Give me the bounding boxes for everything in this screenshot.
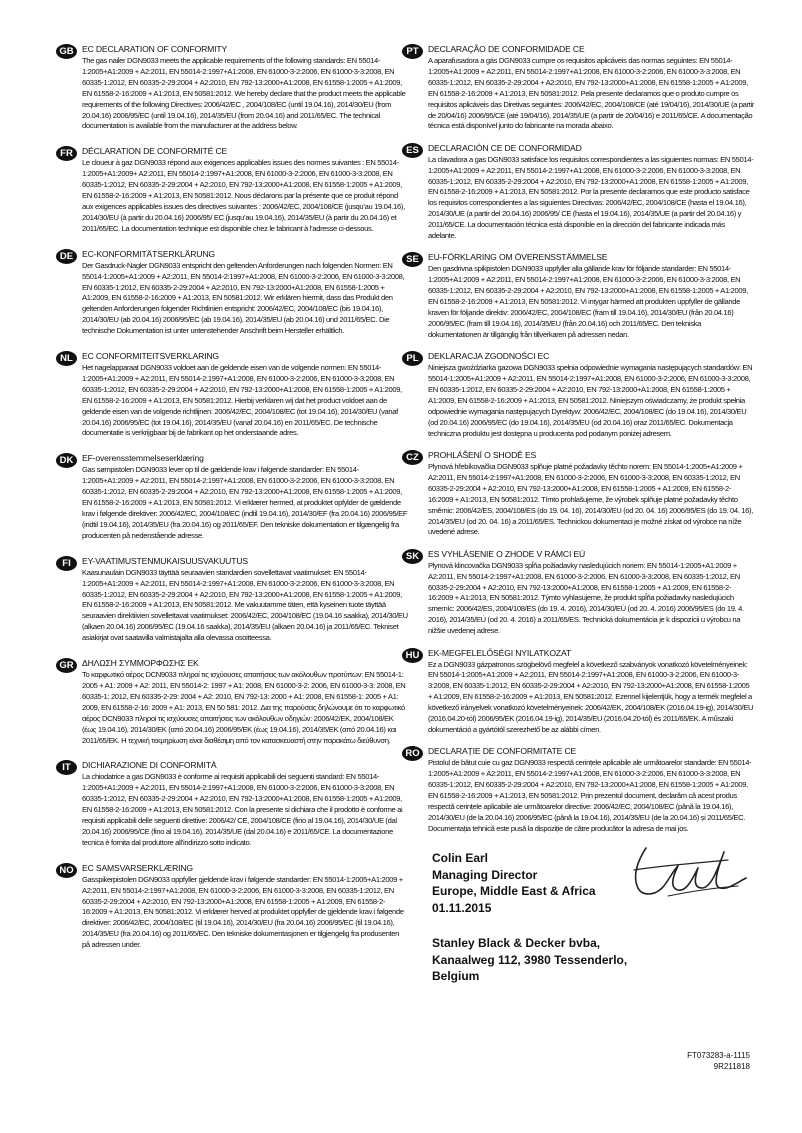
declaration-title: ES VYHLÁSENIE O ZHODE V RÁMCI EÚ xyxy=(428,548,586,559)
country-badge: PL xyxy=(402,351,423,366)
declaration-se xyxy=(402,252,754,340)
declaration-es xyxy=(402,143,754,242)
declaration-gr xyxy=(56,658,408,746)
footer xyxy=(687,1050,750,1072)
declaration-sk xyxy=(402,549,754,637)
declaration-title: EF-overensstemmelseserklæring xyxy=(82,453,204,464)
signatory-date: 01.11.2015 xyxy=(432,900,492,915)
declaration-it xyxy=(56,760,408,848)
declaration-title: DEKLARACJA ZGODNOŚCI EC xyxy=(428,351,550,362)
country-badge: FI xyxy=(56,556,77,571)
declaration-title: EC-KONFORMITÄTSERKLÄRUNG xyxy=(82,248,215,259)
declaration-title: PROHLÁŠENÍ O SHODĚ ES xyxy=(428,449,537,460)
declaration-cz xyxy=(402,450,754,538)
declaration-text: Kaasunaulain DGN9033 täyttää seuraavien standardien sovellettavat vaatimukset: EN 55014-1:2005+A1:2009 + A2:2011, EN 55014-2:1997+A1:2008, EN 61000-3-2:2006, EN 61000-3-3:2008, EN 60335-1:2012, EN 60335-2-29:2004 + A2:2010, EN 792-13:2000+A1:2008, EN 61558-1:2005 + A1:2009, EN 61558-2-16:2009 + A1:2013, EN 50581:2012. Me vakuutamme täten, että kyseinen tuote täyttää seuraavien direktiivien sovellettavat vaatimukset: 2006/42/EC, 2004/108/EC (19.04.16 saakka), 2014/30/EU (alkaen 20.04.16) 2006/95/EC (19.04.16 saakka), 2014/35/EU (alkaen 20.04.16) ja 2011/65/EC. Tekniset asiakirjat ovat saatavilla valmistajalta alla olevassa osoitteessa. xyxy=(82,567,408,643)
country-badge: NL xyxy=(56,351,77,366)
declaration-text: Ez a DGN9033 gázpatronos szögbelövő megfelel a következő szabványok vonatkozó követelményeinek: EN 55014-1:2005+A1:2009 + A2:2011, EN 55014-2:1997+A1:2008, EN 61000-3-2:2006, EN 61000-3-3:2008, EN 60335-1:2012, EN 60335-2-29:2004 + A2:2010, EN 792-13:2000+A1:2008, EN 61558-1:2005 + A1:2009, EN 61558-2-16:2009 + A1:2013, EN 50581:2012. Ezennel kijelentjük, hogy a termék megfelel a következő irányelvek vonatkozó követelményeinek: 2006/42/EK, 2004/108/EK (2016.04.19-ig), 2014/30/EU (2016.04.20-tól) 2006/95/EK (2016.04.19-ig), 2014/35/EU (2016.04.20-tól) és 2011/65/EK. A műszaki dokumentáció a gyártótól szerezhető be az alábbi címen. xyxy=(428,659,754,734)
declaration-title: EC DECLARATION OF CONFORMITY xyxy=(82,44,228,54)
country-badge: DE xyxy=(56,249,77,264)
declaration-text: Le cloueur à gaz DGN9033 répond aux exigences applicables issues des normes suivantes : EN 55014-1:2005+A1:2009+ A2:2011, EN 55014-2:1997+A1:2008, EN 61000-3-2:2006, EN 61000-3-3:2008, EN 60335-1:2012, EN 60335-2-29:2004 + A2:2010, EN 792-13:2000+A1:2008, EN 61558-1:2005 + A1:2009, EN 61558-2-16:2009 + A1:2013, EN 50581:2012. Nous déclarons par la présente que ce produit répond aux exigences applicables issues des directives suivantes : 2006/42/EC, 2004/108/CE (jusqu’au 19.04.16), 2014/30/EU (à partir du 20.04.16) 2006/95/ EC (jusqu’au 19.04.16), 2014/35/EU (à partir du 20.04.16) et 2011/65/EC. La documentation technique est disponible chez le fabricant à l’adresse ci-dessous. xyxy=(82,158,405,233)
country-badge: PT xyxy=(402,44,423,59)
street-address: Kanaalweg 112, 3980 Tessenderlo, xyxy=(432,952,628,967)
declaration-text: La clavadora a gas DGN9033 satisface los requisitos correspondientes a las siguientes normas: EN 55014-1:2005+A1:2009 + A2:2011, EN 55014-2:1997+A1:2008, EN 61000-3-2:2006, EN 61000-3-3:2008, EN 60335-1:2012, EN 60335-2-29:2004 + A2:2010, EN 792-13:2000+A1:2008, EN 61558-1:2005 + A1:2009, EN 61558-2-16:2009 + A1:2013, EN 50581:2012. Por la presente declaramos que este producto satisface los requisitos correspondientes a las siguientes Directivas: 2006/42/EC, 2004/108/CE (hasta el 19.04.16), 2014/30/UE (a partir del 20.04.16) 2006/95/ CE (hasta el 19.04.16), 2014/35/UE (a partir del 20.04.16) y 2011/65/CE. La documentación técnica está disponible en la dirección del fabricante indicada más adelante. xyxy=(428,154,754,241)
declaration-dk xyxy=(56,453,408,541)
declaration-title: DECLARAÇÃO DE CONFORMIDADE CE xyxy=(428,44,585,54)
declaration-text: Gasspikerpistolen DGN9033 oppfyller gjeldende krav i følgende standarder: EN 55014-1:2005+A1:2009 + A2:2011, EN 55014-2:1997+A1:2008, EN 61000-3-2:2006, EN 61000-3-3:2008, EN 60335-1:2012, EN 60335-2-29:2004 + A2:2010, EN 792-13:2000+A1:2008, EN 61558-1:2005 + A1:2009, EN 61558-2-16:2009 + A1:2013, EN 50581:2012. Vi erklærer herved at produktet oppfyller de gjeldende krav i følgende direktiver: 2006/42/EC, 2004/108/EC (til 19.04.16), 2014/30/EU (fra 20.04.16) 2006/95/EC (til 19.04.16), 2014/35/EU (fra 20.04.16) og 2011/65/EC. Den tekniske dokumentasjonen er tilgjengelig fra produsenten på adressen under. xyxy=(82,874,404,950)
declaration-text: Gas sømpistolen DGN9033 lever op til de gældende krav i følgende standarder: EN 55014-1:2005+A1:2009 + A2:2011, EN 55014-2:1997+A1:2008, EN 61000-3-2:2006, EN 61000-3-3:2008, EN 60335-1:2012, EN 60335-2-29:2004 + A2:2010, EN 792-13:2000+A1:2008, EN 61558-1:2005 + A1:2009, EN 61558-2-16:2009 + A1:2013, EN 50581:2012. Vi erklærer hermed, at produktet opfylder de gældende krav i følgende direktiver: 2006/42/EC, 2004/108/EC (indtil 19.04.16), 2014/30/EF (fra 20.04.16) 2006/95/EF (indtil 19.04.16), 2014/35/EU (fra 20.04.16) og 2011/65/EF. Den tekniske dokumentation er tilgængelig fra producenten på nedenstående adresse. xyxy=(82,465,408,540)
declaration-de xyxy=(56,249,408,337)
declaration-hu xyxy=(402,648,754,736)
declaration-title: ΔΗΛΩΣΗ ΣΥΜΜΟΡΦΩΣΗΣ ΕΚ xyxy=(82,658,199,669)
declaration-title: EU-FÖRKLARING OM ÖVERENSSTÄMMELSE xyxy=(428,252,608,263)
signatory-region: Europe, Middle East & Africa xyxy=(432,884,596,898)
declaration-text: Het nagelapparaat DGN9033 voldoet aan de geldende eisen van de volgende normen: EN 55014-1:2005+A1:2009 + A2:2011, EN 55014-2:1997+A1:2008, EN 61000-3-2:2006, EN 61000-3-3:2008, EN 60335-1:2012, EN 60335-2-29:2004 + A2:2010, EN 792-13:2000+A1:2008, EN 61558-1:2005 + A1:2009, EN 61558-2-16:2009 + A1:2013, EN 50581:2012. Hierbij verklaren wij dat het product voldoet aan de geldende eisen van de volgende richtlijnen: 2006/42/EC, 2004/108/EC (tot 19.04.16), 2014/30/EU (vanaf 20.04.16) 2006/95/EC (tot 19.04.16), 2014/35/EU (vanaf 20.04.16) en 2011/65/EC. De technische documentatie is verkrijgbaar bij de fabrikant op het onderstaande adres. xyxy=(82,363,402,438)
declaration-title: DECLARAȚIE DE CONFORMITATE CE xyxy=(428,746,577,757)
declaration-fr xyxy=(56,146,408,234)
declaration-text: Niniejsza gwoździarka gazowa DGN9033 spełnia odpowiednie wymagania następujących standardów: EN 55014-1:2005+A1:2009 + A2:2011, EN 55014-2:1997+A1:2008, EN 61000-3-2:2006, EN 61000-3-3:2008, EN 60335-1:2012, EN 60335-2-29:2004 + A2:2010, EN 792-13:2000+A1:2008, EN 61558-1:2005 + A1:2009, EN 61558-2-16:2009 + A1:2013, EN 50581:2012. Niniejszym oświadczamy, że produkt spełnia odpowiednie wymagania następujących Dyrektyw: 2006/42/EC, 2004/108/EC (do 19.04.16), 2014/30/EU (od 20.04.16) 2006/95/EC (do 19.04.16), 2014/35/EU (od 20.04.16) oraz 2011/65/EC. Dokumentacja techniczna produktu jest dostępna u producenta pod podanym poniżej adresem. xyxy=(428,363,753,438)
country-badge: RO xyxy=(402,746,423,761)
declaration-text: Plynová hřebíkovačka DGN9033 splňuje platné požadavky těchto norem: EN 55014-1:2005+A1:2009 + A2:2011, EN 55014-2:1997+A1:2008, EN 61000-3-2:2006, EN 61000-3-3:2008, EN 60335-1:2012, EN 60335-2-29:2004 + A2:2010, EN 792-13:2000+A1:2008, EN 61558-1:2005 + A1:2009, EN 61558-2-16:2009 + A1:2013, EN 50581:2012. Tímto prohlašujeme, že výrobek splňuje platné požadavky těchto směrnic: 2006/42/ES, 2004/108/ES (do 19. 04. 16), 2014/30/EU (od 20. 04. 16) 2006/95/ES (do 19. 04. 16), 2014/35/EU (od 20. 04. 16) a 2011/65/ES. Technickou dokumentaci je možné získat od výrobce na níže uvedené adrese. xyxy=(428,461,753,537)
declaration-pl xyxy=(402,351,754,439)
country-badge: FR xyxy=(56,146,77,161)
country-badge: HU xyxy=(402,648,423,663)
country-badge: CZ xyxy=(402,450,423,465)
declaration-title: DICHIARAZIONE DI CONFORMITÀ xyxy=(82,760,217,771)
declaration-title: EC CONFORMITEITSVERKLARING xyxy=(82,351,219,362)
signatory-name: Colin Earl xyxy=(432,851,489,865)
declaration-title: EK-MEGFELELŐSÉGI NYILATKOZAT xyxy=(428,647,572,658)
country: Belgium xyxy=(432,969,480,983)
country-badge: SK xyxy=(402,549,423,564)
declaration-title: EC SAMSVARSERKLÆRING xyxy=(82,862,193,873)
country-badge: SE xyxy=(402,252,423,267)
declaration-fi xyxy=(56,556,408,644)
declaration-title: DECLARACIÓN CE DE CONFORMIDAD xyxy=(428,142,582,153)
declaration-no xyxy=(56,863,408,951)
left-column xyxy=(56,42,408,951)
declaration-text: A aparafusadora a gás DGN9033 cumpre os requisitos aplicáveis das normas seguintes: EN 55014-1:2005+A1:2009 + A2:2011, EN 55014-2:1997+A1:2008, EN 61000-3-2:2006, EN 61000-3-3:2008, EN 60335-1:2012, EN 60335-2-29:2004 + A2:2010, EN 792-13:2000+A1:2008, EN 61558-1:2005 + A1:2009, EN 61558-2-16:2009 + A1:2013, EN 50581:2012. Pela presente declaramos que o produto cumpre os requisitos aplicáveis das Diretivas seguintes: 2006/42/EC, 2004/108/CE (até 19/04/16), 2014/30/UE (a partir de 20/04/16) 2006/95/CE (até 19/04/16), 2014/35/UE (a partir de 20/04/16) e 2011/65/CE. A documentação técnica está disponível junto do fabricante na morada abaixo. xyxy=(428,56,754,131)
declaration-text: Plynová klincovačka DGN9033 spĺňa požiadavky nasledujúcich noriem: EN 55014-1:2005+A1:2009 + A2:2011, EN 55014-2:1997+A1:2008, EN 61000-3-2:2006, EN 61000-3-3:2008, EN 60335-1:2012, EN 60335-2-29:2004 + A2:2010, EN 792-13:2000+A1:2008, EN 61558-1:2005 + A1:2009, EN 61558-2-16:2009 + A1:2013, EN 50581:2012. Týmto vyhlasujeme, že produkt spĺňa požiadavky nasledujúcich smerníc: 2006/42/ES, 2004/108/ES (do 19. 4. 2016), 2014/30/EÚ (od 20. 4. 2016) 2006/95/ES (do 19. 4. 2016), 2014/35/EÚ (od 20. 4. 2016) a 2011/65/ES. Technická dokumentácia je k dispozícii u výrobcu na nižšie uvedenej adrese. xyxy=(428,560,744,636)
doc-ref: 9R211818 xyxy=(713,1062,750,1071)
declaration-text: Den gasdrivna spikpistolen DGN9033 uppfyller alla gällande krav för följande standarder: EN 55014-1:2005+A1:2009 + A2:2011, EN 55014-2:1997+A1:2008, EN 61000-3-2:2006, EN 61000-3-3:2008, EN 60335-1:2012, EN 60335-2-29:2004 + A2:2010, EN 792-13:2000+A1:2008, EN 61558-1:2005 + A1:2009, EN 61558-2-16:2009 + A1:2013, EN 50581:2012. Vi intygar härmed att produkten uppfyller de gällande kraven för följande direktiv: 2006/42/EC, 2004/108/EC (fram till 19.04.16), 2014/30/EU (från 20.04.16) 2006/95/EC (fram till 19.04.16), 2014/35/EU (från 20.04.16) och 2011/65/EC. Den tekniska dokumentationen är tillgänglig från tillverkaren på adressen nedan. xyxy=(428,264,748,339)
declaration-text: Der Gasdruck-Nagler DGN9033 entspricht den geltenden Anforderungen nach folgenden Normen: EN 55014-1:2005+A1:2009 + A2:2011, EN 55014-2:1997+A1:2008, EN 61000-3-2:2006, EN 61000-3-3:2008, EN 60335-1:2012, EN 60335-2-29:2004 + A2:2010, EN 792-13:2000+A1:2008, EN 61558-1:2005 + A1:2009, EN 61558-2-16:2009 + A1:2013, EN 50581:2012. Wir erklären hiermit, dass das Produkt den geltenden Anforderungen folgender Richtlinien entspricht: 2006/42/EC, 2004/108/EC (bis 19.04.16), 2014/30/EU (ab 20.04.16) 2006/95/EC (ab 19.04.16), 2014/35/EU (ab 20.04.16) und 2011/65/EC. Die technische Dokumentation ist unter untenstehender Anschrift beim Hersteller erhältlich. xyxy=(82,260,405,336)
country-badge: ES xyxy=(402,143,423,158)
declaration-pt xyxy=(402,44,754,132)
signatory-role: Managing Director xyxy=(432,867,538,882)
declaration-ro xyxy=(402,746,754,834)
declaration-title: EY-VAATIMUSTENMUKAISUUSVAKUUTUS xyxy=(82,555,248,566)
country-badge: NO xyxy=(56,863,77,878)
country-badge: GB xyxy=(56,44,77,59)
right-column xyxy=(402,42,754,835)
country-badge: IT xyxy=(56,760,77,775)
declaration-text: Το καρφωτικό αέρος DCN9033 πληροί τις ισχύουσες απαιτήσεις των ακόλουθων προτύπων: EN 55014-1: 2005 + A1: 2009 + A2: 2011, EN 55014-2: 1997 + A1: 2008, EN 61000-3-2: 2006, EN 61000-3-3: 2008, EN 60335-1: 2012, EN 60335-2-29: 2004 + A2: 2010, EN 792-13: 2000 + A1: 2008, EN 61558-1: 2005 + A1: 2009, EN 61558-2-16: 2009 + A1: 2013, EN 50 581: 2012. Δια της παρούσας δηλώνουμε ότι το καρφωτικό αέρος DCN9033 πληροί τις ισχύουσες απαιτήσεις των ακόλουθων οδηγιών: 2006/42/ΕΚ, 2004/108/ΕΚ (έως 19.04.16), 2014/30/ΕΚ (από 20.04.16) 2006/95/ΕΚ (έως 19.04.16), 2014/35/ΕΚ (από 20.04.16) και 2011/65/ΕΚ. Η τεχνική τεκμηρίωση είναι διαθέσιμη από τον κατασκευαστή στην παρακάτω διεύθυνση. xyxy=(82,670,406,745)
declaration-title: DÉCLARATION DE CONFORMITÉ CE xyxy=(82,146,228,157)
declaration-gb xyxy=(56,44,408,132)
country-badge: DK xyxy=(56,453,77,468)
manufacturer-address xyxy=(432,935,692,985)
declaration-nl xyxy=(56,351,408,439)
doc-code: FT073283-a-1115 xyxy=(687,1051,750,1060)
declaration-text: Pistolul de bătut cuie cu gaz DGN9033 respectă cerințele aplicabile ale următoarelor standarde: EN 55014-1:2005+A1:2009 + A2:2011, EN 55014-2:1997+A1:2008, EN 61000-3-2:2006, EN 61000-3-3:2008, EN 60335-1:2012, EN 60335-2-29:2004 + A2:2010, EN 792-13:2000+A1:2008, EN 61558-1:2005 + A1:2009, EN 61558-2-16:2009 + A1:2013, EN 50581:2012. Prin prezentul document, declarăm că acest produs respectă cerințele aplicabile ale următoarelor directive: 2006/42/EC, 2004/108/EC (până la 19.04.16), 2014/30/EU (de la 20.04.16) 2006/95/EC (până la 19.04.16), 2014/35/EU (de la 20.04.16) și 2011/65/EC. Documentația tehnică este pusă la dispoziție de către producător la adresa de mai jos. xyxy=(428,758,752,833)
company-name: Stanley Black & Decker bvba, xyxy=(432,936,601,950)
country-badge: GR xyxy=(56,658,77,673)
declaration-text: The gas nailer DGN9033 meets the applicable requirements of the following standards: EN 55014-1:2005+A1:2009 + A2:2011, EN 55014-2:1997+A1:2008, EN 61000-3-2:2006, EN 61000-3-3:2008, EN 60335-1:2012, EN 60335-2-29:2004 + A2:2010, EN 792-13:2000+A1:2008, EN 61558-1:2005 + A1:2009, EN 61558-2-16:2009 + A1:2013, EN 50581:2012. We hereby declare that the product meets the applicable requirements of the following Directives: 2006/42/EC , 2004/108/EC (until 19.04.16), 2014/30/EU (from 20.04.16) 2006/95/EC (until 19.04.16), 2014/35/EU (from 20.04.16) and 2011/65/EC. The technical documentation is available from the manufacturer at the address below. xyxy=(82,56,406,131)
handwritten-signature xyxy=(628,838,754,904)
declaration-text: La chiodatrice a gas DGN9033 è conforme ai requisiti applicabili dei seguenti standard: EN 55014-1:2005+A1:2009 + A2:2011, EN 55014-2:1997+A1:2008, EN 61000-3-2:2006, EN 61000-3-3:2008, EN 60335-1:2012, EN 60335-2-29:2004 + A2:2010, EN 792-13:2000+A1:2008, EN 61558-1:2005 + A1:2009, EN 61558-2-16:2009 + A1:2013, EN 50581:2012. Con la presente si dichiara che il prodotto è conforme ai requisiti applicabili delle seguenti direttive: 2006/42/ CE, 2004/108/CE (fino al 19.04.16), 2014/30/UE (dal 20.04.16) 2006/95/CE (fino al 19.04.16), 2014/35/UE (dal 20.04.16) e 2011/65/CE. La documentazione tecnica è fornita dal produttore all’indirizzo sotto indicato. xyxy=(82,772,403,847)
